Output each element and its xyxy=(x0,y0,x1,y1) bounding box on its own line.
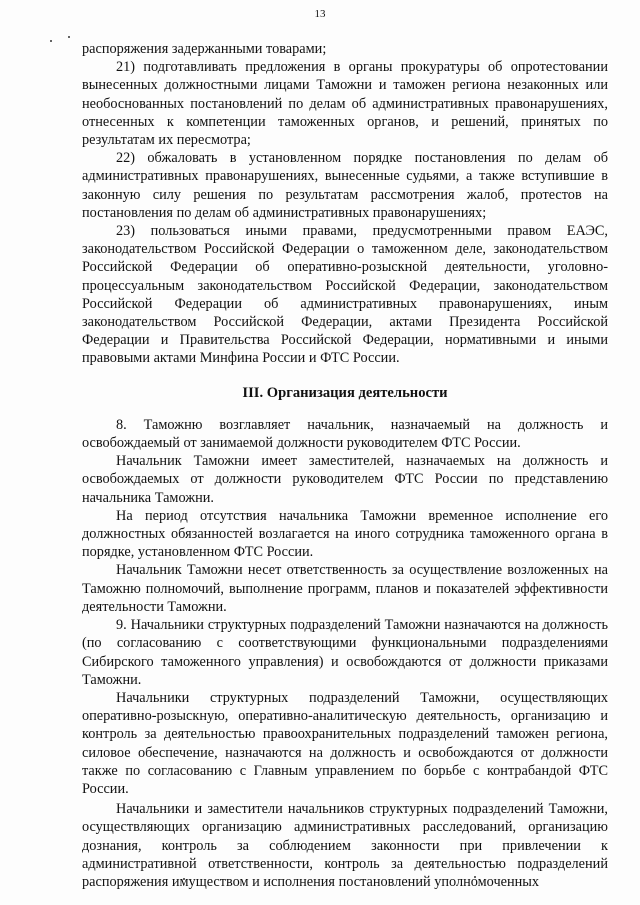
paragraph: Начальник Таможни несет ответственность за осуществление возложенных на Таможню полномочий, выполнение программ, планов и показателей эффективности деятельности Таможни. xyxy=(82,562,608,615)
paragraph: Начальник Таможни имеет заместителей, назначаемых на должность и освобождаемых от должности руководителем ФТС России по представлению начальника Таможни. xyxy=(82,453,608,506)
scan-speck xyxy=(50,40,52,42)
paragraph-8: 8. Таможню возглавляет начальник, назначаемый на должность и освобождаемый от занимаемой должности руководителем ФТС России. xyxy=(82,416,608,452)
paragraph-9: 9. Начальники структурных подразделений Таможни назначаются на должность (по согласованию с соответствующими функциональными подразделениями Сибирского таможенного управления) и освобождаются от должности приказами Таможни. xyxy=(82,617,608,688)
page-number: 13 xyxy=(314,8,326,20)
paragraph: Начальники и заместители начальников структурных подразделений Таможни, осуществляющих организацию административных расследований, организацию дознания, контроль за соблюдением законности при привлечении к административной ответственности, контроль за деятельностью подразделений распоряжения имуществом и исполнения постановлений уполномоченных xyxy=(82,801,608,890)
paragraph: На период отсутствия начальника Таможни временное исполнение его должностных обязанностей возлагается на иного сотрудника таможенного органа в порядке, установленном ФТС России. xyxy=(82,507,608,561)
list-item-21: 21) подготавливать предложения в органы прокуратуры об опротестовании вынесенных должностными лицами Таможни и таможен региона незаконных или необоснованных постановлений по делам об административных правонарушениях, отнесенных к компетенции таможенных органов, и решений, принятых по результатам их пересмотра; xyxy=(82,59,608,149)
scan-speck xyxy=(68,36,70,38)
list-item-continuation: распоряжения задержанными товарами; xyxy=(82,41,327,57)
list-item-22: 22) обжаловать в установленном порядке постановления по делам об административных правонарушениях, вынесенные судьями, а также вступившие в законную силу решения по результатам рассмотрения жалоб, протестов на постановления по делам об административных правонарушениях; xyxy=(82,150,608,221)
list-item-23: 23) пользоваться иными правами, предусмотренными правом ЕАЭС, законодательством Российской Федерации о таможенном деле, законодательством Российской Федерации об оперативно-розыскной деятельности, уголовно-процессуальным законодательством Российской Федерации, законодательством Российской Федерации об административных правонарушениях, иным законодательством Российской Федерации, актами Президента Российской Федерации и Правительства Российской Федерации, нормативными и иными правовыми актами Минфина России и ФТС России. xyxy=(82,223,608,367)
paragraph: Начальники структурных подразделений Таможни, осуществляющих оперативно-розыскную, оперативно-аналитическую деятельность, организацию и контроль за деятельностью правоохранительных подразделений таможен региона, силовое обеспечение, назначаются на должность и освобождаются от должности также по согласованию с Главным управлением по борьбе с контрабандой ФТС России. xyxy=(82,689,608,797)
document-body xyxy=(82,40,608,891)
section-heading: III. Организация деятельности xyxy=(242,384,448,401)
